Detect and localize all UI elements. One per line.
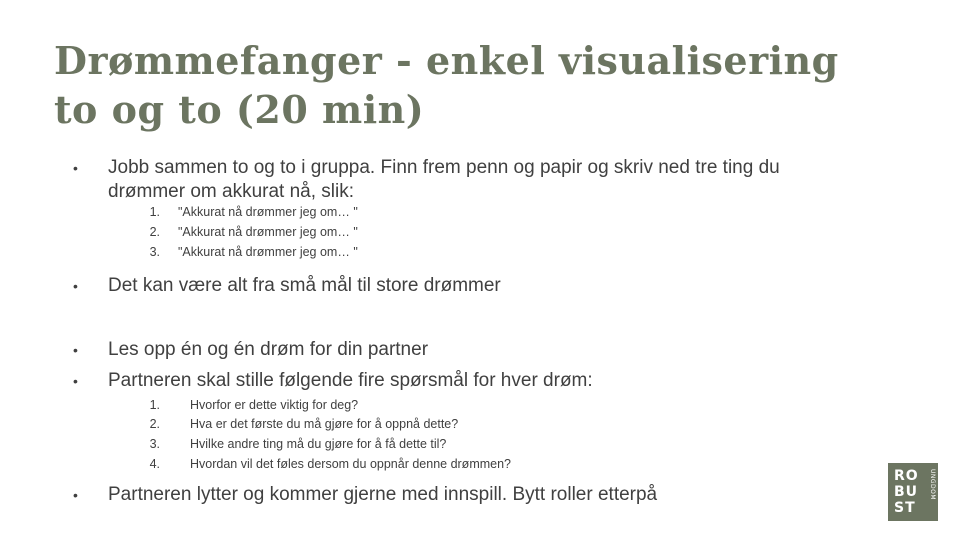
robust-ungdom-logo bbox=[888, 463, 938, 521]
bullet-text-line-2: drømmer om akkurat nå, slik: bbox=[108, 181, 354, 202]
list-text: Hva er det første du må gjøre for å oppnå dette? bbox=[190, 417, 459, 431]
list-text: Hvorfor er dette viktig for deg? bbox=[190, 398, 359, 412]
list-number: 3. bbox=[149, 437, 160, 451]
title-line-2: to og to (20 min) bbox=[54, 87, 425, 132]
list-text: "Akkurat nå drømmer jeg om… " bbox=[178, 245, 358, 259]
list-number: 2. bbox=[149, 417, 160, 431]
bullet-text: Det kan være alt fra små mål til store drømmer bbox=[108, 275, 501, 296]
list-number: 2. bbox=[149, 225, 160, 239]
bullet-marker: • bbox=[73, 487, 78, 503]
bullet-text-line-1: Jobb sammen to og to i gruppa. Finn frem penn og papir og skriv ned tre ting du bbox=[108, 157, 780, 178]
list-text: "Akkurat nå drømmer jeg om… " bbox=[178, 225, 358, 239]
logo-side-text: UNGDOM bbox=[929, 469, 936, 501]
bullet-text bbox=[108, 156, 868, 204]
list-text: Hvilke andre ting må du gjøre for å få dette til? bbox=[190, 437, 447, 451]
bullet-marker: • bbox=[73, 373, 78, 389]
bullet-marker: • bbox=[73, 160, 78, 176]
bullet-text: Partneren lytter og kommer gjerne med innspill. Bytt roller etterpå bbox=[108, 484, 658, 505]
list-number: 1. bbox=[149, 398, 160, 412]
logo-row-1: RO bbox=[894, 468, 919, 484]
list-number: 1. bbox=[149, 205, 160, 219]
list-number: 4. bbox=[149, 457, 160, 471]
logo-letters bbox=[894, 468, 919, 516]
bullet-marker: • bbox=[73, 342, 78, 358]
title-line-1: Drømmefanger - enkel visualisering bbox=[54, 38, 839, 83]
bullet-text: Les opp én og én drøm for din partner bbox=[108, 339, 429, 360]
list-text: "Akkurat nå drømmer jeg om… " bbox=[178, 205, 358, 219]
list-text: Hvordan vil det føles dersom du oppnår denne drømmen? bbox=[190, 457, 511, 471]
page-title bbox=[54, 36, 914, 134]
logo-row-2: BU bbox=[894, 484, 919, 500]
bullet-marker: • bbox=[73, 278, 78, 294]
list-number: 3. bbox=[149, 245, 160, 259]
bullet-text: Partneren skal stille følgende fire spørsmål for hver drøm: bbox=[108, 370, 593, 391]
logo-row-3: ST bbox=[894, 500, 916, 516]
